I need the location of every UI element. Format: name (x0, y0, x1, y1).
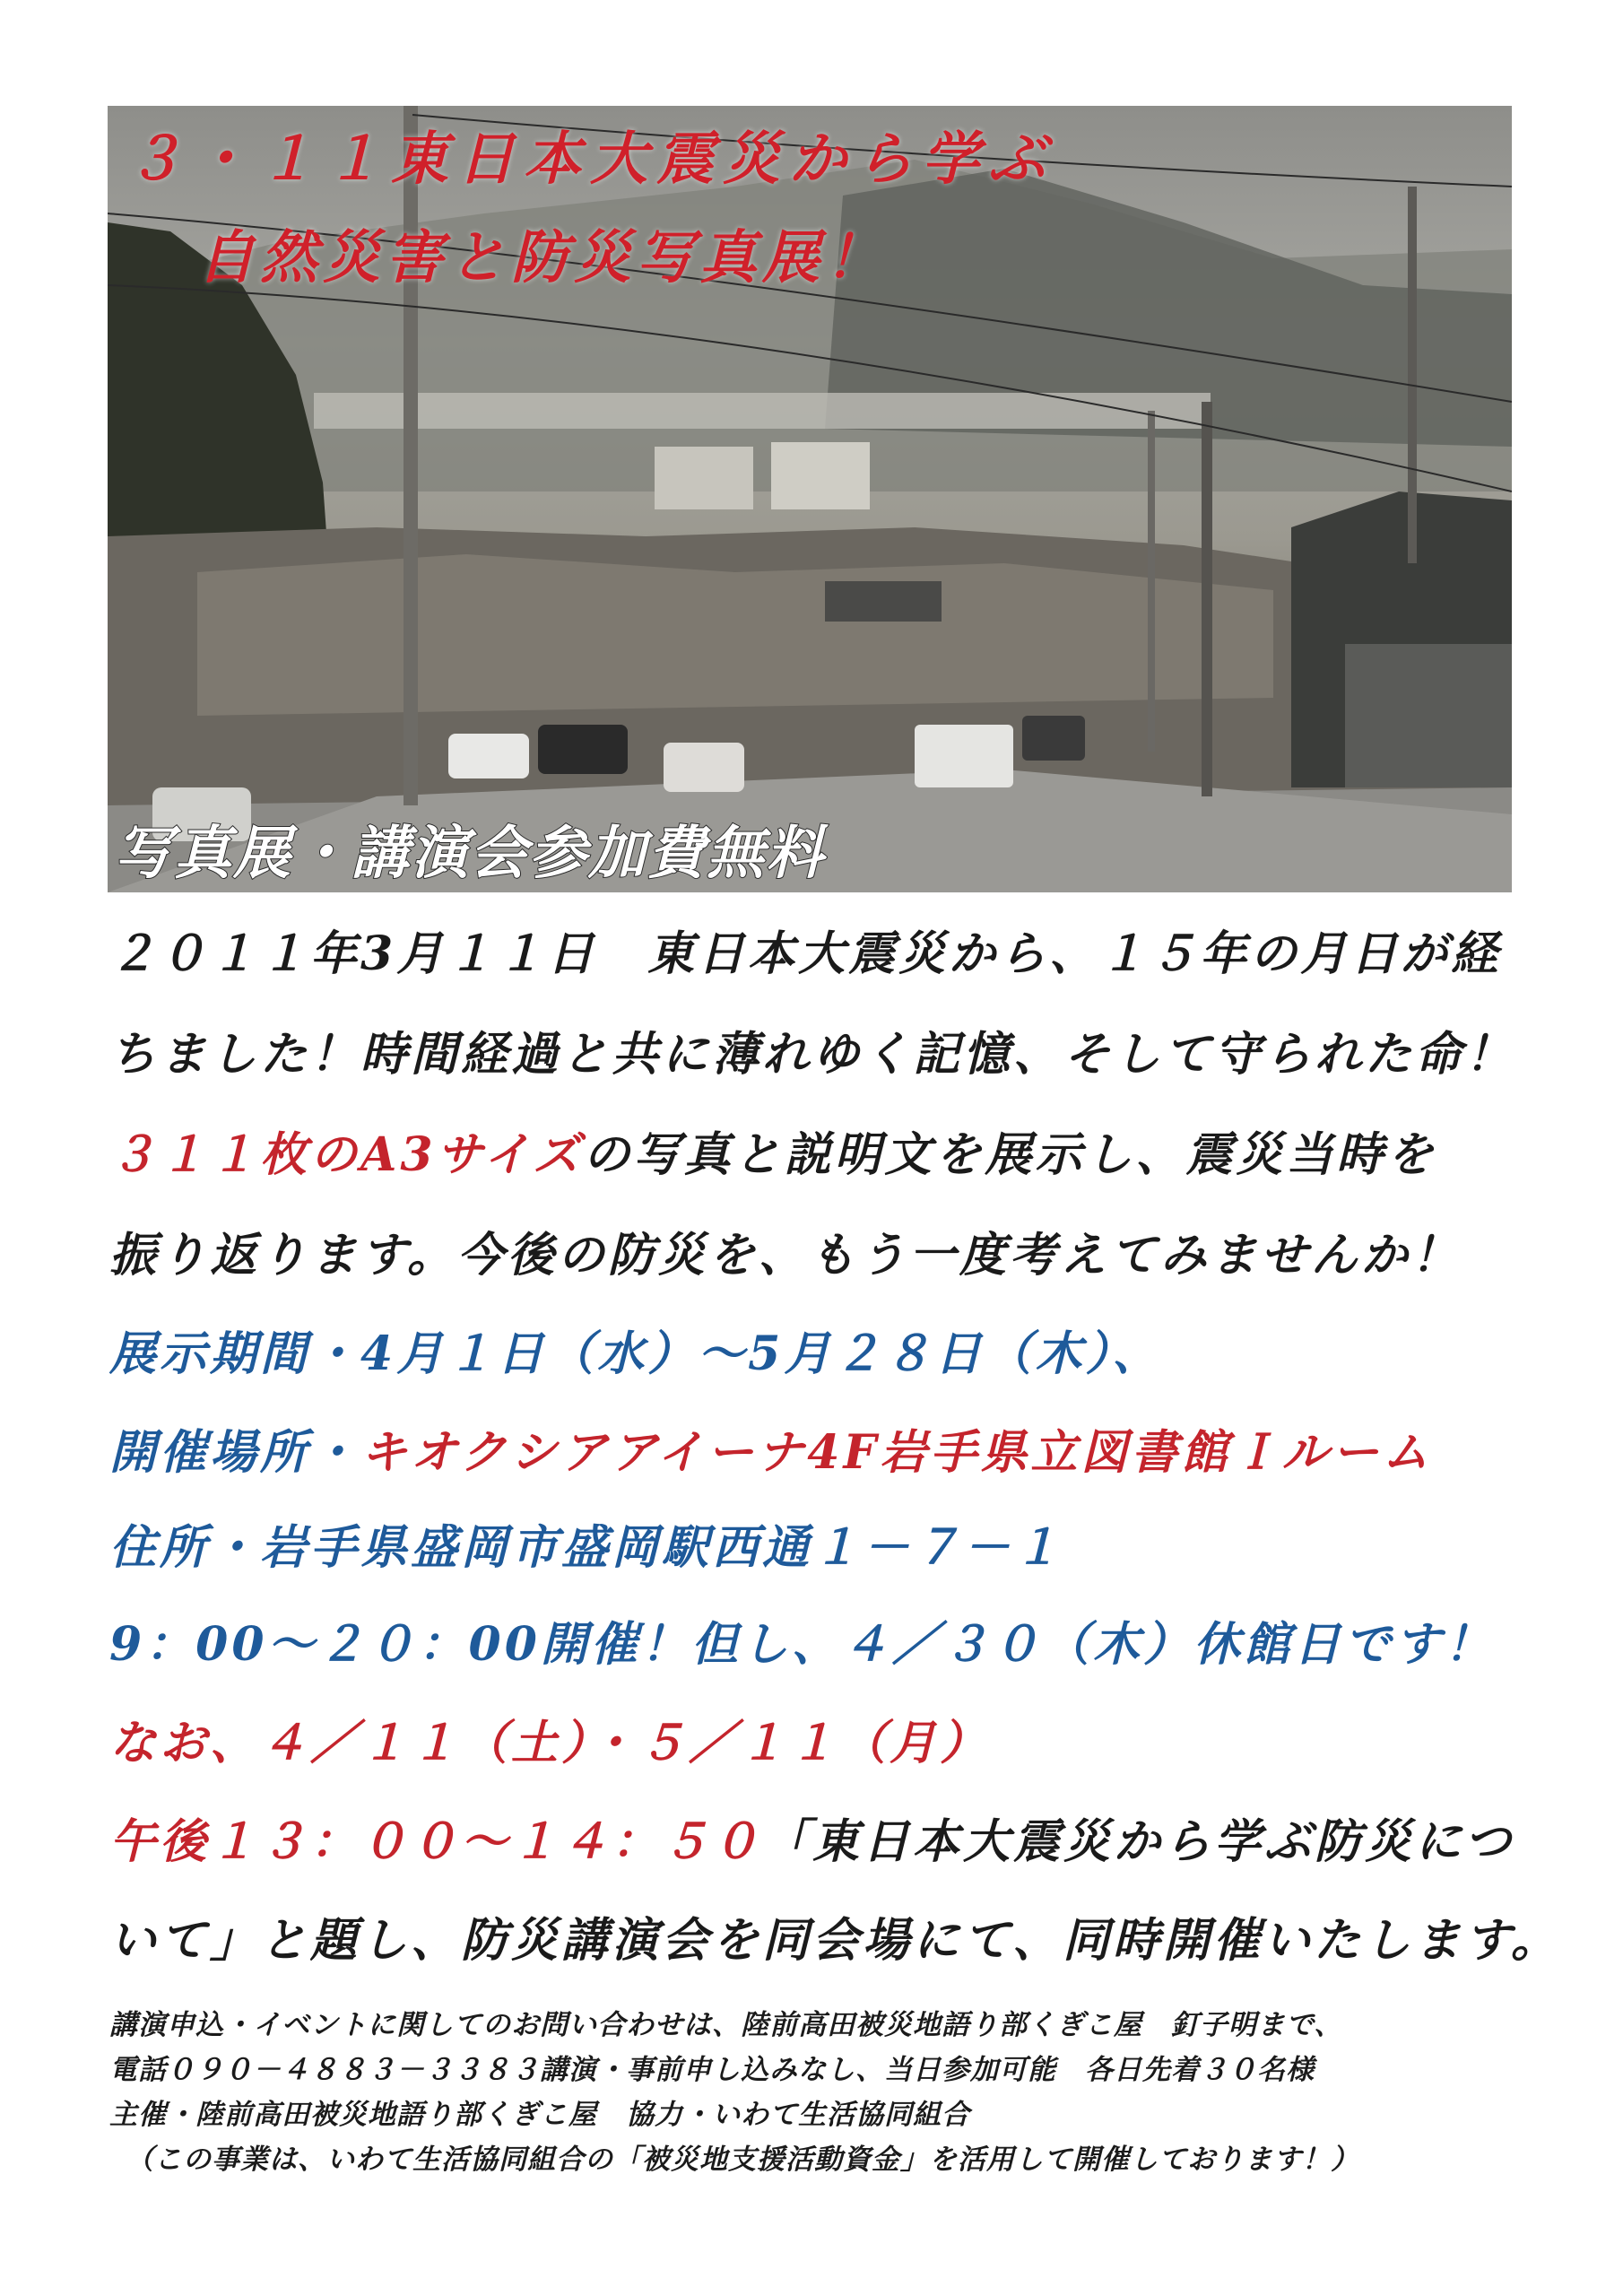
lecture-time-line (109, 1814, 1526, 1869)
venue-line (109, 1425, 1526, 1480)
headline-line1: ３・１１東日本大震災から学ぶ (126, 126, 1055, 193)
intro-line4: 振り返ります。今後の防災を、もう一度考えてみませんか！ (109, 1228, 1462, 1283)
free-admission-label: 写真展・講演会参加費無料 (115, 820, 825, 887)
intro-line3 (109, 1127, 1526, 1182)
footer-funding-note: （この事業は、いわて生活協同組合の「被災地支援活動資金」を活用して開催しております！） (126, 2144, 1359, 2176)
headline-line2: 自然災害と防災写真展！ (197, 224, 888, 291)
intro-line3-highlight: ３１１枚のA3サイズ (109, 1127, 584, 1182)
footer-contact: 講演申込・イベントに関してのお問い合わせは、陸前高田被災地語り部くぎこ屋 釘子明まで、 (109, 2009, 1343, 2041)
footer-phone: 電話０９０－４８８３－３３８３講演・事前申し込みなし、当日参加可能 各日先着３０名様 (109, 2054, 1315, 2086)
hours-line: 9：00～２０：00開催！但し、４／３０（木）休館日です！ (109, 1617, 1495, 1672)
venue-label: 開催場所・ (109, 1425, 361, 1480)
lecture-time: 午後１３：００～１４：５０ (109, 1814, 763, 1869)
exhibit-period: 展示期間・4月１日（水）～5月２８日（木）、 (109, 1326, 1163, 1381)
venue-name: キオクシアアイーナ4F岩手県立図書館Ｉルーム (360, 1425, 1433, 1480)
intro-line2: ちました！時間経過と共に薄れゆく記憶、そして守られた命！ (109, 1027, 1516, 1082)
footer-organizer: 主催・陸前高田被災地語り部くぎこ屋 協力・いわて生活協同組合 (109, 2099, 970, 2131)
intro-line1: ２０１１年3月１１日 東日本大震災から、１５年の月日が経 (109, 926, 1502, 981)
lecture-dates: なお、４／１１（土）・５／１１（月） (109, 1716, 991, 1770)
address-line: 住所・岩手県盛岡市盛岡駅西通１－７－１ (109, 1520, 1064, 1575)
lecture-title: 「東日本大震災から学ぶ防災につ (762, 1814, 1515, 1869)
intro-line3-rest: の写真と説明文を展示し、震災当時を (583, 1127, 1437, 1182)
lecture-line2: いて」と題し、防災講演会を同会場にて、同時開催いたします。 (109, 1913, 1561, 1968)
disaster-photo (108, 106, 1512, 892)
